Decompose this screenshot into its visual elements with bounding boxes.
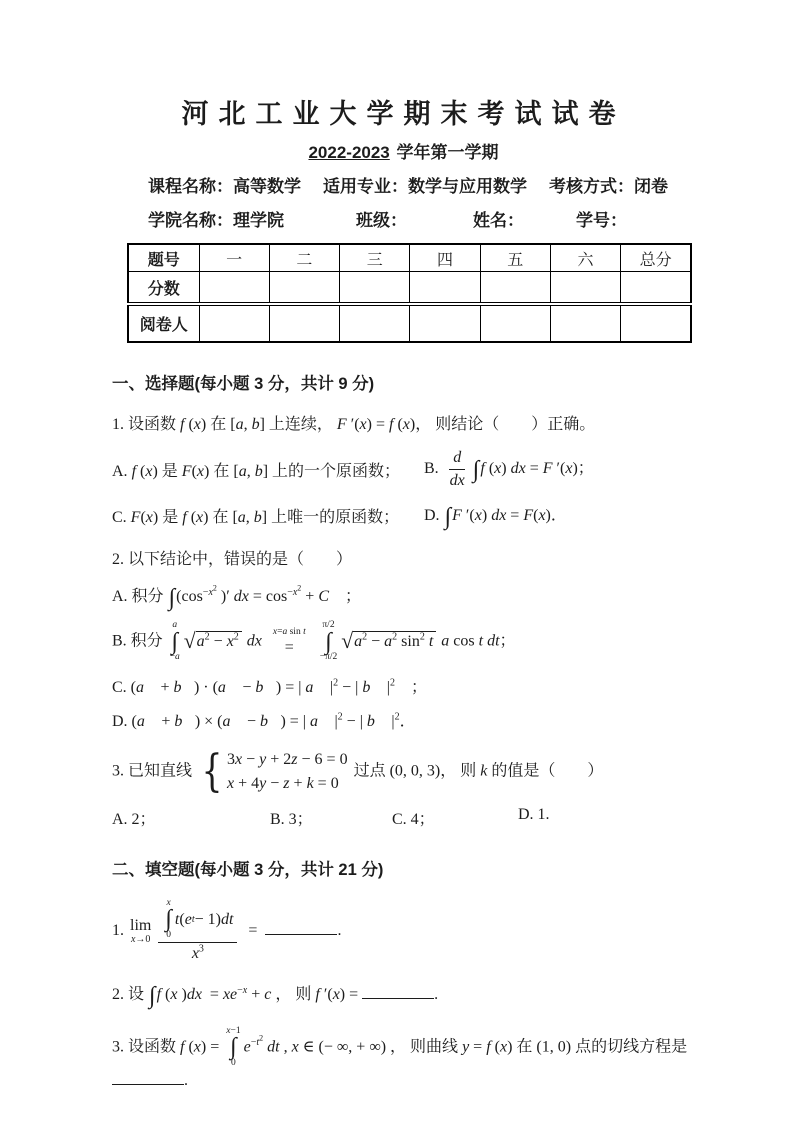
mc-q3-option-d: D. 1. [518, 805, 550, 823]
mc-q2-option-d: D. (a⃗ + b⃗) × (a⃗ − b⃗) = | a⃗ $|^2$ − | b⃗ $|^2$． [112, 711, 416, 730]
grader-cell [550, 304, 620, 342]
score-cell [410, 272, 480, 305]
mc-q1-options-row-2 [112, 502, 695, 529]
student-id-label: 学号： [576, 211, 627, 230]
grader-cell [410, 304, 480, 342]
col-question-number: 题号 [128, 244, 199, 272]
grader-row-label: 阅卷人 [128, 304, 199, 342]
score-cell [480, 272, 550, 305]
mc-q3-option-a: A. 2； [112, 810, 156, 828]
mc-question-3-stem: 3. 已知直线 { 3x − y + 2z − 6 = 0 x + 4y − z + k = 0 过点 (0, 0, 3)， 则 k 的值是（ ） [112, 745, 604, 797]
mc-q1-option-a: A. f (x) 是 F(x) 在 [a, b] 上的一个原函数； [112, 463, 401, 480]
score-row [128, 272, 691, 305]
score-cell [621, 272, 691, 305]
student-info-line [112, 206, 695, 231]
semester-term: 学年第一学期 [391, 143, 499, 162]
col-total: 总分 [621, 244, 691, 272]
exam-title: 河北工业大学期末考试试卷 [181, 99, 626, 129]
course-info-line [112, 172, 695, 197]
col-5: 五 [480, 244, 550, 272]
mc-question-2-stem: 2. 以下结论中，错误的是（ ） [112, 551, 353, 568]
mc-q1-option-b: B. $\frac{d}{dx}$ ∫f (x) dx = F ′(x)； [424, 449, 594, 489]
mc-q3-options-row [112, 806, 695, 829]
col-4: 四 [410, 244, 480, 272]
name-label: 姓名： [473, 211, 524, 230]
score-table-header-row [128, 244, 691, 272]
grader-cell [621, 304, 691, 342]
class-label: 班级： [356, 211, 407, 230]
col-3: 三 [340, 244, 410, 272]
mc-question-1-stem: 1. 设函数 f (x) 在 [a, b] 上连续， F ′(x) = f (x)， 则结论（ ）正确。 [112, 416, 596, 433]
score-cell [550, 272, 620, 305]
score-cell [199, 272, 269, 305]
mc-q1-option-d: D. ∫F ′(x) dx = F(x)． [424, 504, 567, 530]
score-cell [269, 272, 339, 305]
mc-q2-option-c: C. (a⃗ + b⃗) · (a⃗ − b⃗) = | a⃗ $|^2$ − | b⃗ $|^2$ ； [112, 677, 427, 696]
grader-cell [199, 304, 269, 342]
col-1: 一 [199, 244, 269, 272]
grader-cell [480, 304, 550, 342]
mc-q3-option-b: B. 3； [270, 810, 313, 828]
grader-row [128, 304, 691, 342]
mc-q2-option-b: B. 积分 a ∫ −a √ $a^2 - x^2$ dx x=a sin t = π/2 ∫ −π/2 √ $a^2 - a^2$ $\sin^2 t$ a cos t dt； [112, 620, 516, 663]
fill-question-3: 3. 设函数 f (x) = x−1 ∫ 0 $e^{-t^2}$ dt , x ∈ (− ∞, + ∞) ， 则曲线 y = f (x) 在 (1, 0) 点的切线方程是. [112, 1025, 688, 1089]
major-name: 适用专业：数学与应用数学 [323, 177, 527, 196]
mc-q3-option-c: C. 4； [392, 810, 435, 828]
exam-type: 考核方式：闭卷 [549, 177, 668, 196]
mc-q1-options-row-1 [112, 448, 695, 491]
mc-q1-option-c: C. F(x) 是 f (x) 在 [a, b] 上唯一的原函数； [112, 509, 400, 526]
grader-cell [340, 304, 410, 342]
semester-year: 2022-2023 [308, 143, 390, 162]
fill-question-2: 2. 设 ∫f (x )$dx = xe^{-x} + c$ ， 则 f ′(x) = . [112, 982, 439, 1009]
college-name: 学院名称：理学院 [148, 211, 284, 230]
col-6: 六 [550, 244, 620, 272]
score-cell [340, 272, 410, 305]
semester-line [112, 138, 695, 163]
fill-question-1: 1. lim x→0 x ∫ 0 t ( e t − 1) dt $x^3$ = . [112, 897, 342, 962]
mc-q2-option-a: A. 积分 $\int(\cos^{-x^2}$ )′ dx = $\cos^{-x^2} + C$ ； [112, 583, 361, 611]
score-table [127, 243, 692, 343]
grader-cell [269, 304, 339, 342]
score-row-label: 分数 [128, 272, 199, 305]
course-name: 课程名称：高等数学 [148, 177, 301, 196]
section1-heading: 一、选择题(每小题 3 分，共计 9 分) [112, 375, 375, 393]
col-2: 二 [269, 244, 339, 272]
section2-heading: 二、填空题(每小题 3 分，共计 21 分) [112, 860, 384, 879]
